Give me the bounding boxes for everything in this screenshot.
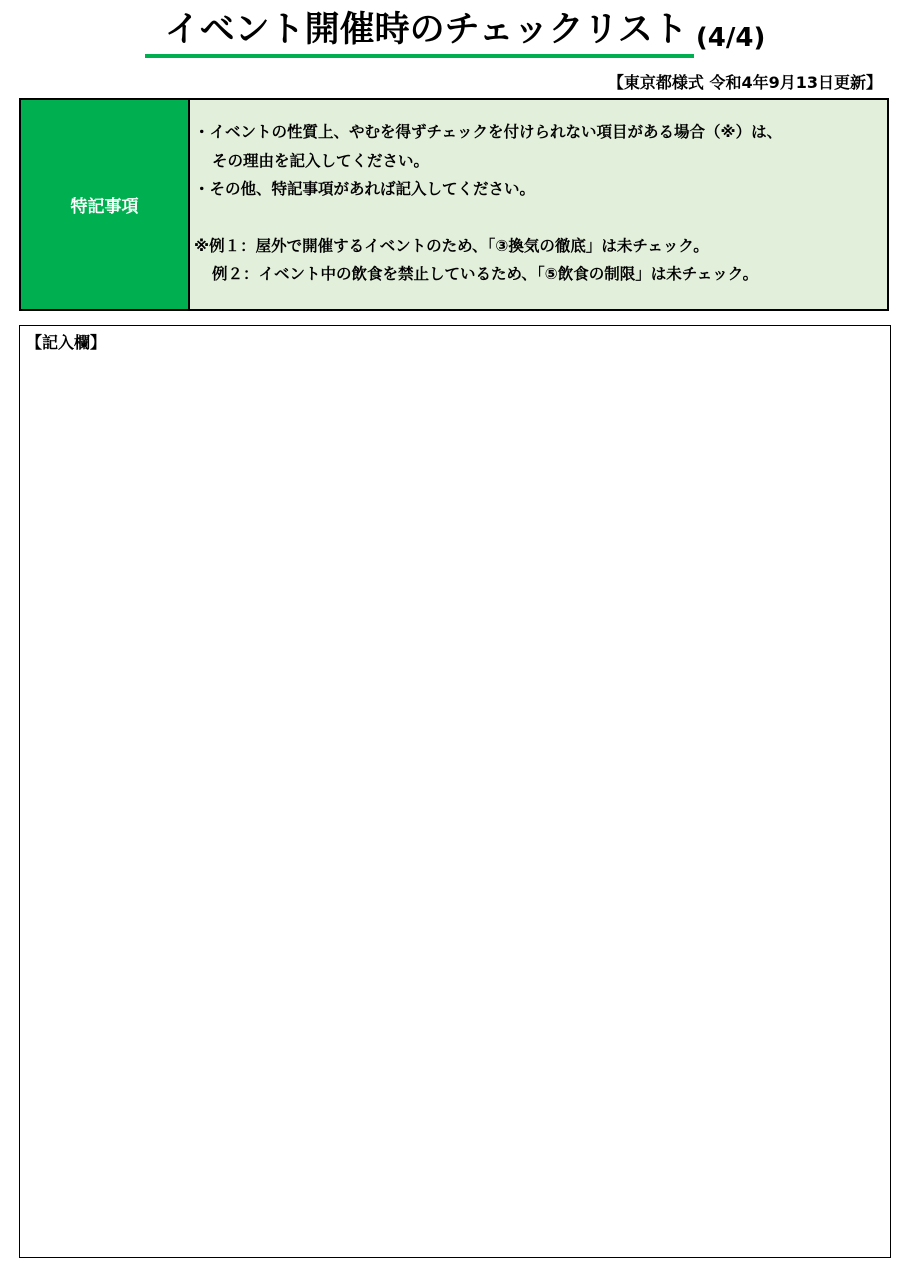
spacer — [194, 204, 877, 232]
page-indicator: (4/4) — [695, 23, 766, 53]
special-notes-label: 特記事項 — [21, 100, 190, 309]
example-line: 例２：イベント中の飲食を禁止しているため、「⑤飲食の制限」は未チェック。 — [212, 265, 759, 283]
instruction-line: その理由を記入してください。 — [212, 151, 430, 170]
form-version-label: 【東京都様式 令和4年9月13日更新】 — [607, 73, 882, 92]
page-title: イベント開催時のチェックリスト — [145, 8, 694, 58]
document-header — [0, 8, 910, 58]
special-notes-instructions — [190, 100, 887, 309]
entry-field-label: 【記入欄】 — [26, 333, 107, 352]
special-notes-table — [19, 98, 889, 311]
entry-field[interactable] — [19, 325, 891, 1258]
instruction-line: ・イベントの性質上、やむを得ずチェックを付けられない項目がある場合（※）は、 — [194, 123, 783, 141]
instruction-line: ・その他、特記事項があれば記入してください。 — [194, 180, 536, 198]
example-line: ※例１：屋外で開催するイベントのため、「③換気の徹底」は未チェック。 — [194, 236, 709, 255]
